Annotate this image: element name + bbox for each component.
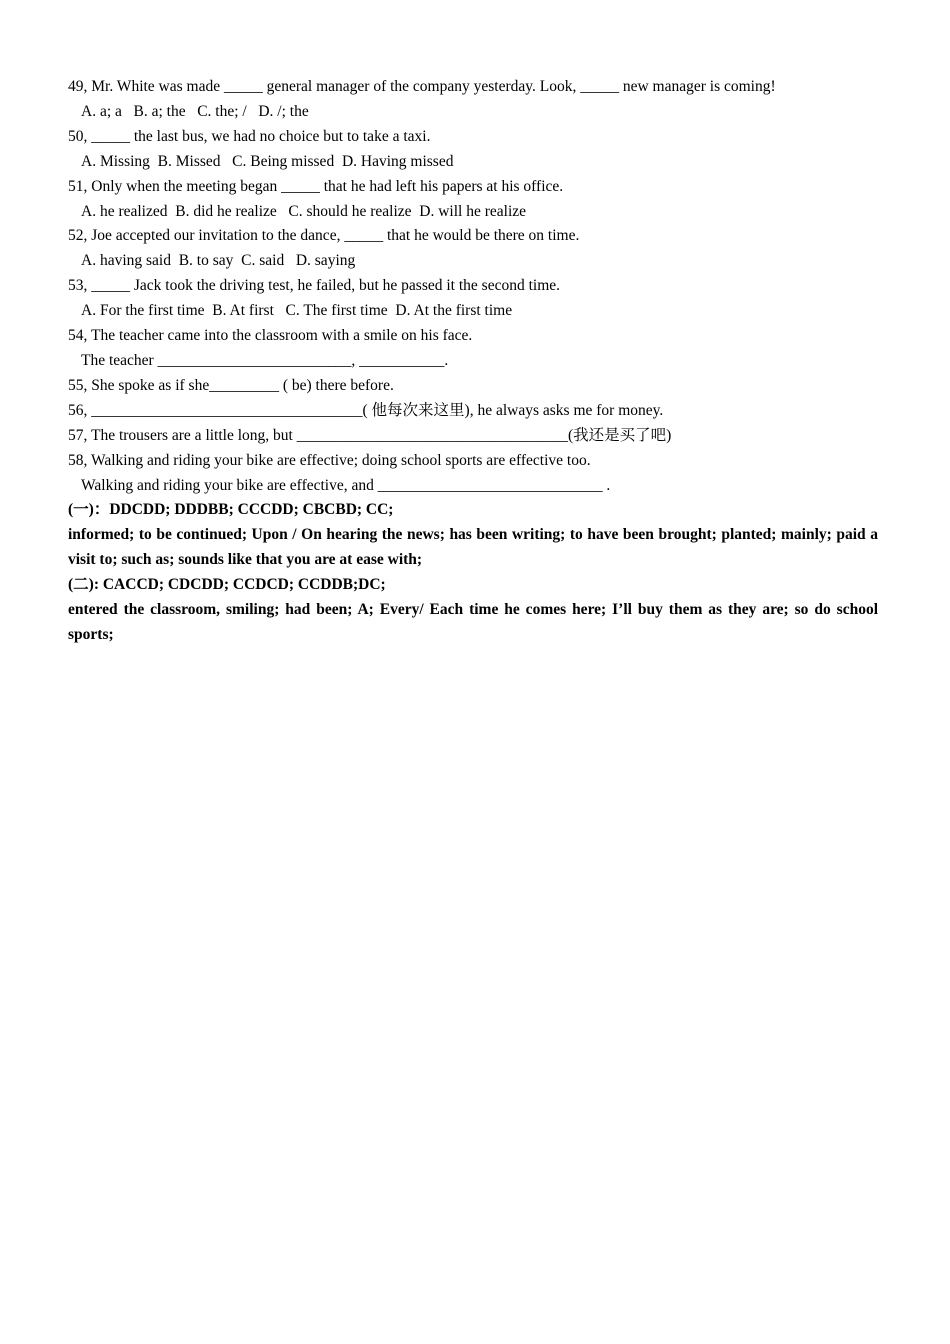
question-50: 50, _____ the last bus, we had no choice but to take a taxi. <box>68 127 431 145</box>
question-54: 54, The teacher came into the classroom with a smile on his face. <box>68 327 473 345</box>
question-52: 52, Joe accepted our invitation to the dance, _____ that he would be there on time. <box>68 227 580 245</box>
question-51-options: A. he realized B. did he realize C. should he realize D. will he realize <box>81 202 527 220</box>
question-58-rewrite: Walking and riding your bike are effective, and _____________________________ . <box>81 476 611 494</box>
question-55: 55, She spoke as if she_________ ( be) there before. <box>68 376 394 394</box>
answers-part1-heading: (一)：DDCDD; DDDBB; CCCDD; CBCBD; CC; <box>68 501 394 519</box>
question-56: 56, ___________________________________( 他每次来这里), he always asks me for money. <box>68 401 664 419</box>
question-49-options: A. a; a B. a; the C. the; / D. /; the <box>81 102 309 120</box>
question-54-rewrite: The teacher _________________________, ___________. <box>81 351 449 369</box>
question-58: 58, Walking and riding your bike are effective; doing school sports are effective too. <box>68 451 591 469</box>
answers-part2-text: entered the classroom, smiling; had been; A; Every/ Each time he comes here; I’ll buy them as they are; so do school sports; <box>68 601 878 643</box>
answers-part2-heading: (二): CACCD; CDCDD; CCDCD; CCDDB;DC; <box>68 576 386 594</box>
question-51: 51, Only when the meeting began _____ that he had left his papers at his office. <box>68 177 564 195</box>
worksheet <box>68 75 878 648</box>
question-49: 49, Mr. White was made _____ general manager of the company yesterday. Look, _____ new manager is coming! <box>68 78 776 95</box>
question-50-options: A. Missing B. Missed C. Being missed D. Having missed <box>81 152 454 170</box>
question-53-options: A. For the first time B. At first C. The first time D. At the first time <box>81 302 513 320</box>
question-57: 57, The trousers are a little long, but ___________________________________(我还是买了吧) <box>68 426 672 444</box>
answers-part1-text: informed; to be continued; Upon / On hearing the news; has been writing; to have been brought; planted; mainly; paid a visit to; such as; sounds like that you are at ease with; <box>68 526 878 569</box>
question-53: 53, _____ Jack took the driving test, he failed, but he passed it the second time. <box>68 277 561 295</box>
question-52-options: A. having said B. to say C. said D. saying <box>81 252 356 270</box>
